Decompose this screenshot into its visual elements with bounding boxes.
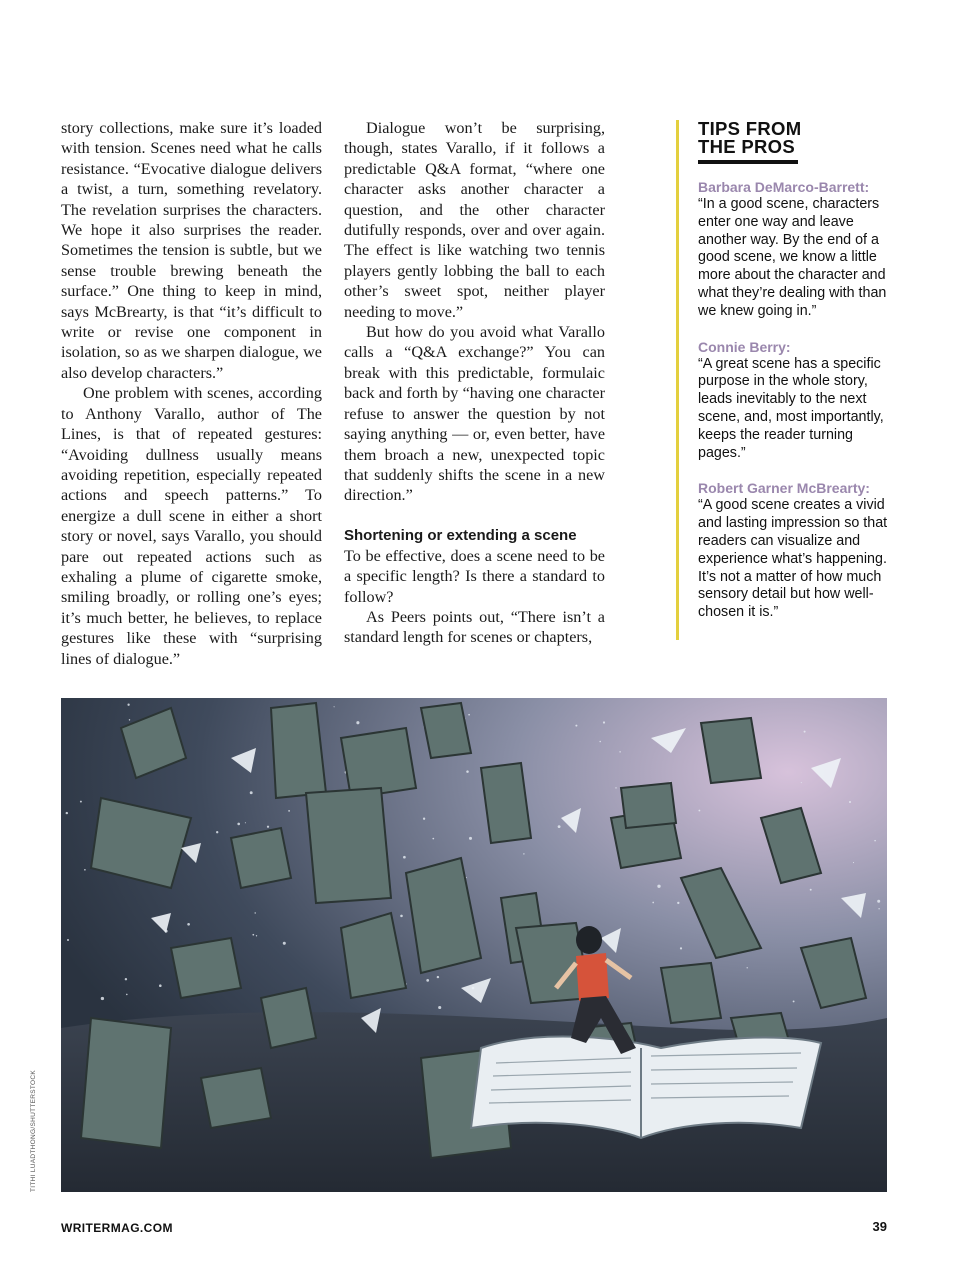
star (877, 900, 880, 903)
star (747, 967, 748, 968)
star (810, 889, 812, 891)
star (66, 812, 68, 814)
flying-books-illustration (61, 698, 887, 1192)
tip-quote: “A great scene has a specific purpose in the whole story, leads inevitably to the next scene, and, most importantly, keeps the reader turning pages.” (698, 355, 884, 461)
star (523, 853, 524, 854)
star (288, 810, 290, 812)
tip-item (698, 338, 892, 463)
star (804, 731, 806, 733)
section-subhead: Shortening or extending a scene (344, 526, 577, 544)
star (237, 823, 240, 826)
body-paragraph: As Peers points out, “There isn’t a standard length for scenes or chapters, (344, 607, 605, 647)
star (432, 838, 434, 840)
star (125, 978, 127, 980)
tip-item (698, 178, 892, 321)
star (159, 984, 162, 987)
tip-quote: “In a good scene, characters enter one way and leave another way. By the end of a good scene, we know a little more about the character and what they’re dealing with than we knew going in.” (698, 196, 887, 319)
star (878, 908, 879, 909)
star (423, 818, 425, 820)
star (853, 862, 854, 863)
star (438, 1006, 441, 1009)
star (187, 923, 190, 926)
sidebar-title-line-1: TIPS FROM (698, 118, 802, 139)
star (874, 840, 876, 842)
star (657, 885, 660, 888)
photo-credit: TITHI LUADTHONG/SHUTTERSTOCK (30, 1069, 37, 1192)
tip-author: Connie Berry: (698, 338, 791, 355)
star (793, 1000, 795, 1002)
star (129, 719, 130, 720)
article-column-2 (344, 118, 605, 648)
star (437, 976, 439, 978)
star (677, 902, 679, 904)
star (256, 935, 257, 936)
star (126, 994, 128, 996)
footer-site-name: WRITERMAG.COM (61, 1221, 173, 1235)
star (680, 947, 682, 949)
star (283, 942, 286, 945)
tip-item (698, 479, 892, 622)
star (619, 751, 620, 752)
sidebar-title-rule (698, 160, 798, 164)
star (468, 714, 470, 716)
body-paragraph: story collections, make sure it’s loaded with tension. Scenes need what he calls resistance. “Evocative dialogue delivers a twist, a turn, something revelatory. The revelation surprises the characters. We hope it also surprises the reader. Sometimes the tension is subtle, but we sense trouble brewing beneath the surface.” One thing to keep in mind, says McBrearty, is that “it’s difficult to write or revise one component in isolation, so as we sharpen dialogue, we also develop characters.” (61, 119, 322, 382)
star (80, 801, 82, 803)
star (426, 979, 429, 982)
star (849, 801, 851, 803)
star (801, 782, 802, 783)
star (356, 721, 359, 724)
star (400, 915, 403, 918)
star (101, 997, 104, 1000)
star (334, 706, 335, 707)
star (267, 826, 269, 828)
star (615, 787, 616, 788)
star (127, 704, 129, 706)
star (216, 831, 218, 833)
body-paragraph: Dialogue won’t be surprising, though, states Varallo, if it follows a predictable Q&A format, “where one character asks another character a question, and the other character dutifully responds, over and over again. The effect is like watching two tennis players gently lobbing the ball to each other’s sweet spot, neither player needing to move.” (344, 119, 605, 321)
star (599, 741, 601, 743)
star (255, 912, 256, 913)
star (603, 721, 605, 723)
star (403, 856, 406, 859)
star (84, 869, 86, 871)
star (245, 822, 246, 823)
sidebar-title-line-2: THE PROS (698, 136, 795, 157)
star (466, 770, 469, 773)
star (252, 934, 254, 936)
star (250, 791, 253, 794)
tip-quote: “A good scene creates a vivid and lasting impression so that readers can visualize and experience what’s happening. It’s not a matter of how much sensory detail but how well-chosen it is.” (698, 497, 888, 621)
body-paragraph: To be effective, does a scene need to be a specific length? Is there a standard to follow? (344, 546, 605, 606)
star (558, 825, 561, 828)
body-paragraph: But how do you avoid what Varallo calls a “Q&A exchange?” You can break with this predictable, formulaic back and forth by “having one character refuse to answer the question by not saying anything — or, even better, have them broach a new, unexpected topic that suddenly shifts the scene in a new direction.” (344, 323, 605, 505)
star (652, 902, 654, 904)
sidebar-title (698, 120, 892, 156)
page-number: 39 (872, 1219, 887, 1234)
illustration-art (61, 698, 887, 1192)
star (575, 725, 577, 727)
article-column-1 (61, 118, 322, 669)
tip-author: Robert Garner McBrearty: (698, 480, 870, 497)
star (67, 939, 69, 941)
body-paragraph: One problem with scenes, according to Anthony Varallo, author of The Lines, is that of repeated gestures: “Avoiding dullness usually means avoiding repetition, especially repeated actions and speech patterns.” To energize a dull scene in either a short story or novel, says Varallo, you should pare out repeated actions such as exhaling a plume of cigarette smoke, smiling broadly, or rolling one’s eyes; it’s much better, he believes, to replace gestures like these with “surprising lines of dialogue.” (61, 384, 322, 668)
star (469, 837, 472, 840)
tip-author: Barbara DeMarco-Barrett: (698, 179, 870, 195)
star (698, 810, 700, 812)
tips-sidebar (676, 120, 892, 640)
